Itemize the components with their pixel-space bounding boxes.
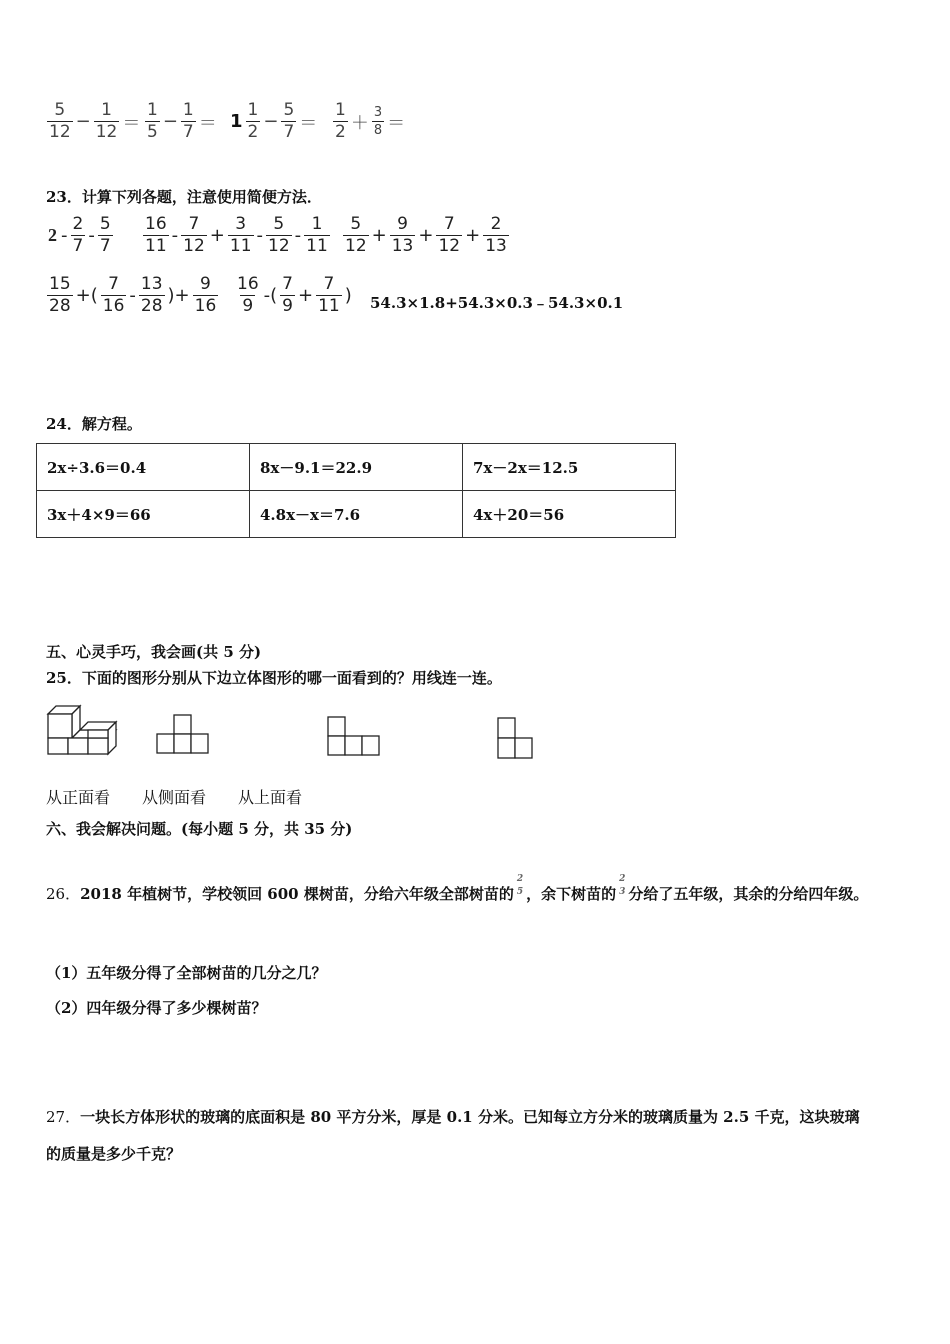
q27-line-2: 的质量是多少千克？ — [46, 1145, 182, 1163]
fraction-2-5: 2 5 — [516, 874, 524, 897]
q23-expression-4: $\frac{15}{28}$ +( $\frac{7}{16}$ - $\frac{13}{28}$ )+ $\frac{9}{16}$ — [49, 274, 217, 316]
row1-expression-4: $\frac{1}{2}$ ＋ $\frac{3}{8}$ ＝ — [335, 100, 406, 142]
q25-title: 25．下面的图形分别从下边立体图形的哪一面看到的？用线连一连。 — [46, 669, 502, 687]
q26-text-b: ，余下树苗的 — [526, 885, 617, 903]
view-label-side: 从侧面看 — [142, 788, 207, 807]
q26-subquestion-2: （2）四年级分得了多少棵树苗？ — [46, 999, 267, 1017]
q27-number: 27． — [46, 1108, 81, 1126]
q26-number: 26． — [46, 885, 81, 903]
equation-table — [36, 443, 676, 538]
equation-cell: 4x＋20＝56 — [463, 491, 676, 538]
q23-expression-3: $\frac{5}{12}$ + $\frac{9}{13}$ + $\frac{7}{12}$ + $\frac{2}{13}$ — [345, 214, 507, 256]
view-label-top: 从上面看 — [238, 788, 303, 807]
row1-expression-3: 1 $\frac{1}{2}$ − $\frac{5}{7}$ ＝ — [230, 100, 318, 142]
equation-cell: 3x＋4×9＝66 — [37, 491, 250, 538]
section-6-heading: 六、我会解决问题。(每小题 5 分，共 35 分) — [46, 820, 353, 838]
q23-expression-6: 54.3×1.8+54.3×0.3﹣54.3×0.1 — [370, 294, 624, 312]
q26-text-a: 2018 年植树节，学校领回 600 棵树苗，分给六年级全部树苗的 — [80, 885, 514, 903]
equation-cell: 7x－2x＝12.5 — [463, 444, 676, 491]
view-shape-1 — [155, 713, 211, 759]
q23-expression-2: $\frac{16}{11}$ - $\frac{7}{12}$ + $\frac{3}{11}$ - $\frac{5}{12}$ - $\frac{1}{11}$ — [145, 214, 328, 256]
equation-cell: 4.8x－x＝7.6 — [250, 491, 463, 538]
fraction-2-3: 2 3 — [619, 874, 626, 897]
table-row — [37, 444, 676, 491]
q26-text — [46, 875, 868, 904]
q27-text-1: 一块长方体形状的玻璃的底面积是 80 平方分米，厚是 0.1 分米。已知每立方分米的玻璃质量为 2.5 千克，这块玻璃 — [80, 1108, 860, 1126]
q23-title: 23．计算下列各题，注意使用简便方法． — [46, 188, 322, 206]
q24-title: 24．解方程。 — [46, 415, 142, 433]
q26-text-c: 分给了五年级，其余的分给四年级。 — [628, 885, 869, 903]
view-label-front: 从正面看 — [46, 788, 111, 807]
equation-cell: 2x÷3.6＝0.4 — [37, 444, 250, 491]
row1-expression-1: $\frac{5}{12}$ − $\frac{1}{12}$ ＝ — [49, 100, 141, 142]
q23-expression-1: 2 - $\frac{2}{7}$ - $\frac{5}{7}$ — [48, 214, 111, 256]
section-5-heading: 五、心灵手巧，我会画(共 5 分) — [46, 643, 262, 661]
q27-line-1 — [46, 1106, 860, 1127]
equation-cell: 8x－9.1＝22.9 — [250, 444, 463, 491]
q23-expression-5: $\frac{16}{9}$ -( $\frac{7}{9}$ + $\frac{7}{11}$ ) — [237, 274, 352, 316]
row1-expression-2: $\frac{1}{5}$ − $\frac{1}{7}$ ＝ — [147, 100, 217, 142]
view-shape-2 — [326, 715, 382, 761]
view-shape-3 — [496, 716, 536, 764]
solid-figure — [46, 704, 120, 756]
q26-subquestion-1: （1）五年级分得了全部树苗的几分之几？ — [46, 964, 327, 982]
table-row — [37, 491, 676, 538]
